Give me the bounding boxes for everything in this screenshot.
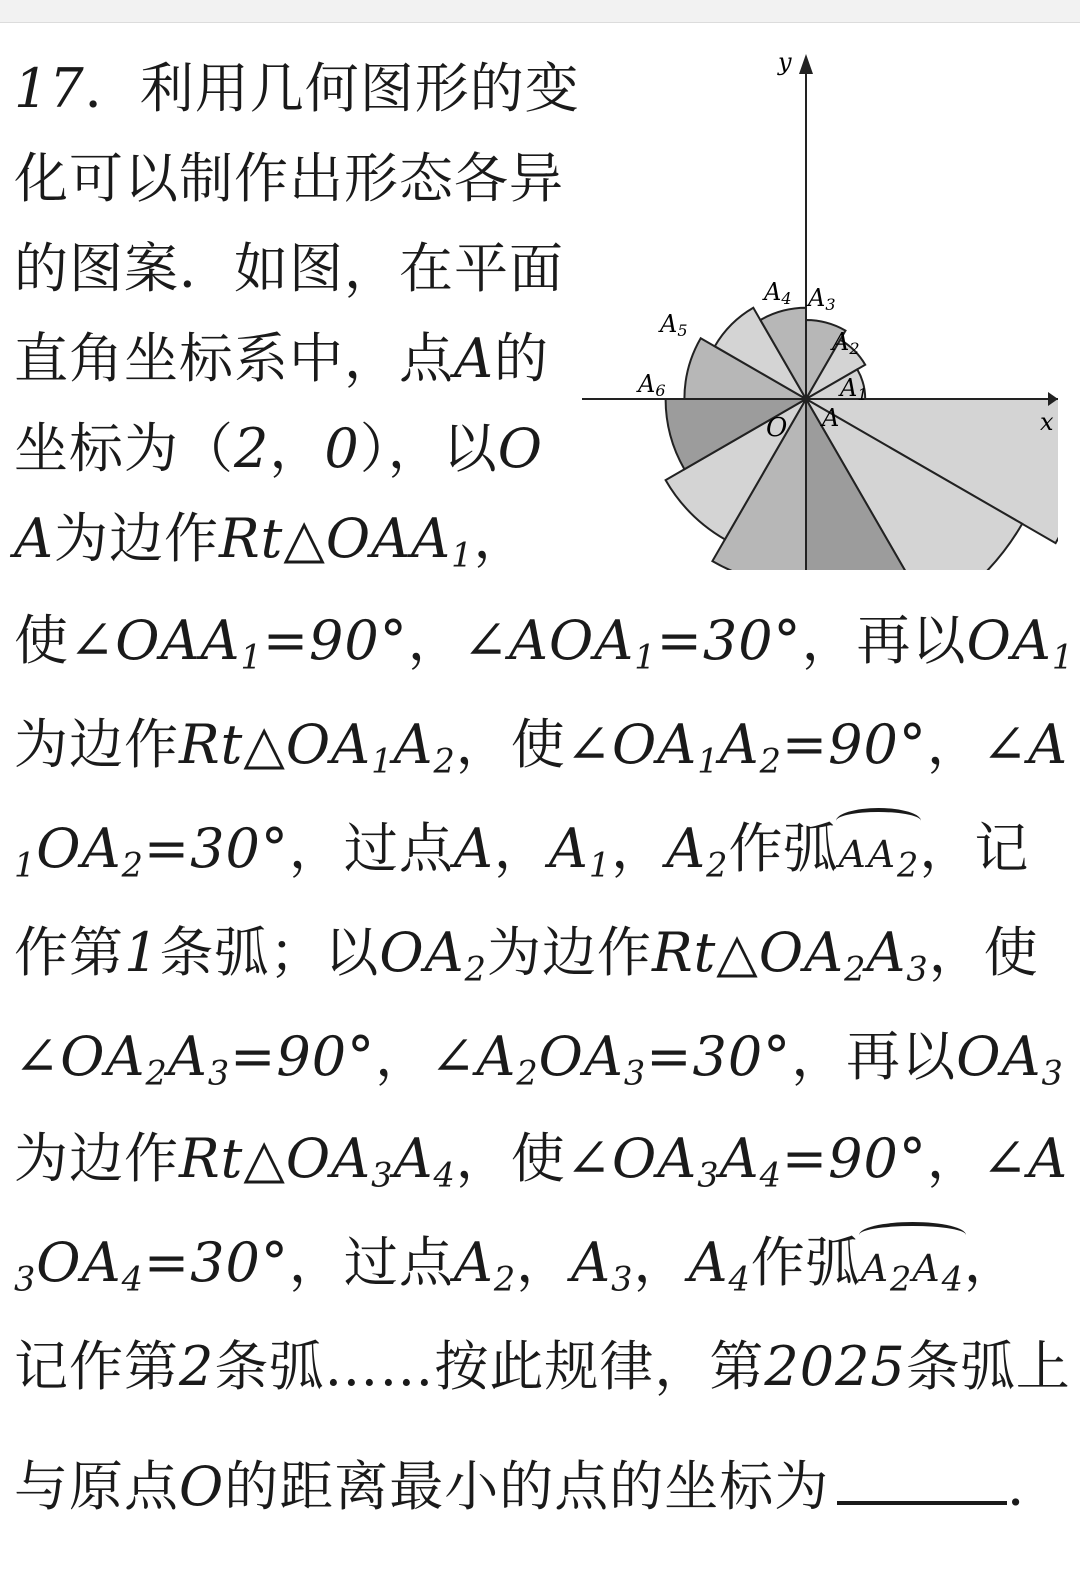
var: A: [688, 1231, 729, 1294]
var: A: [476, 1025, 517, 1088]
var: Rt△OA: [179, 1127, 372, 1190]
point-a6-label: A6: [638, 370, 666, 400]
txt: ，再以: [801, 609, 967, 672]
txt: ，记: [919, 817, 1030, 880]
problem-line-7: [14, 609, 1075, 677]
num: 2: [179, 1335, 215, 1398]
var: OA: [538, 1025, 624, 1088]
point-a4-label: A4: [764, 278, 792, 308]
arc-cap: [859, 1222, 966, 1248]
var: A: [453, 1231, 494, 1294]
triangle-1: Rt△OAA: [219, 507, 452, 570]
line-1-text: ．利用几何图形的变: [84, 57, 580, 120]
comma: ，: [473, 507, 529, 570]
x-axis-label: x: [1040, 408, 1054, 436]
line-4-tail: 的: [494, 327, 549, 390]
var: OA: [36, 817, 122, 880]
var: A: [866, 921, 907, 984]
val: =30°: [656, 609, 802, 672]
txt: 作弧: [750, 1231, 861, 1294]
arc-label: A: [860, 1246, 891, 1290]
problem-line-9: [14, 817, 1030, 885]
sub: 2: [493, 1259, 517, 1299]
sub: 3: [611, 1259, 634, 1299]
problem-line-2: [14, 147, 564, 210]
var: A: [393, 1127, 434, 1190]
var: A: [548, 817, 589, 880]
problem-line-4: [14, 327, 549, 390]
coord-x: 2: [234, 417, 270, 480]
sub: 1: [14, 845, 37, 885]
txt: 与原点: [14, 1455, 179, 1518]
problem-line-14: [14, 1335, 1071, 1398]
line-5-text: 坐标为（: [14, 417, 234, 480]
var: A: [1028, 713, 1069, 776]
txt: ，过点: [288, 817, 454, 880]
sub: 2: [706, 845, 729, 885]
txt: ，∠: [926, 713, 1029, 776]
sub: 1: [240, 637, 263, 677]
arc-label: AA: [838, 832, 898, 876]
problem-line-12: [14, 1127, 1069, 1195]
var: OA: [612, 1127, 698, 1190]
sub: 2: [464, 949, 487, 989]
line-4-var: A: [454, 327, 494, 390]
sub: 4: [121, 1259, 144, 1299]
comma: ，: [269, 417, 325, 480]
comma: ，: [516, 1231, 572, 1294]
var: A: [393, 713, 434, 776]
txt: ，使∠: [455, 1127, 612, 1190]
problem-line-11: [14, 1025, 1064, 1093]
problem-line-6: [14, 507, 529, 575]
sub: 3: [14, 1259, 37, 1299]
txt: ，再以: [791, 1025, 957, 1088]
sub: 3: [623, 1053, 647, 1093]
sub: 2: [890, 1259, 913, 1299]
txt: 条弧；以: [159, 921, 380, 984]
sub: 4: [759, 1155, 782, 1195]
val: =90°: [781, 1127, 927, 1190]
sub: 1: [588, 845, 612, 885]
sub: 4: [433, 1155, 456, 1195]
sub: 1: [1051, 637, 1075, 677]
var: Rt△OA: [651, 921, 845, 984]
val: =90°: [262, 609, 408, 672]
var: A: [453, 817, 494, 880]
txt: 的距离最小的点的坐标为: [224, 1455, 830, 1518]
sub: 3: [1041, 1053, 1064, 1093]
var: OA: [966, 609, 1052, 672]
var: A: [719, 713, 760, 776]
txt: ，∠: [926, 1127, 1029, 1190]
txt: 为边作: [486, 921, 652, 984]
comma: ，: [633, 1231, 689, 1294]
point-a5-label: A5: [660, 310, 688, 340]
problem-line-8: [14, 713, 1069, 781]
sub: 1: [451, 535, 474, 575]
txt: 条弧……按此规律，第: [214, 1335, 765, 1398]
problem-line-3: [14, 237, 564, 300]
sub: 3: [906, 949, 929, 989]
figure-wedges: [666, 308, 1058, 570]
var: A: [1028, 1127, 1069, 1190]
sub: 4: [728, 1259, 751, 1299]
var: O: [179, 1455, 225, 1518]
txt: ，∠: [375, 1025, 477, 1088]
txt: 作第: [14, 921, 124, 984]
sub: 2: [897, 845, 920, 885]
arc-aa2: [838, 822, 920, 885]
sub: 3: [697, 1155, 720, 1195]
sub: 2: [844, 949, 867, 989]
val: =90°: [230, 1025, 376, 1088]
point-a-label: A: [822, 404, 840, 432]
txt: 使∠: [14, 609, 116, 672]
txt: ，∠: [407, 609, 510, 672]
line-4-text: 直角坐标系中，点: [14, 327, 454, 390]
line-6-text: 为边作: [54, 507, 219, 570]
coord-y: 0: [324, 417, 360, 480]
var: OA: [379, 921, 465, 984]
var: OA: [60, 1025, 146, 1088]
sub: 3: [371, 1155, 394, 1195]
var: OA: [956, 1025, 1042, 1088]
num: 1: [124, 921, 160, 984]
num: 2025: [764, 1335, 906, 1398]
point-a3-label: A3: [808, 284, 836, 314]
comma: ，: [611, 817, 667, 880]
sub: 1: [371, 741, 394, 781]
txt: ，使∠: [455, 713, 612, 776]
var: A: [571, 1231, 612, 1294]
answer-blank[interactable]: [837, 1461, 1007, 1505]
txt: 条弧上: [905, 1335, 1071, 1398]
problem-line-1: [14, 57, 580, 120]
top-status-bar: [0, 0, 1080, 23]
problem-line-13: [14, 1231, 1019, 1299]
txt: ，: [963, 1231, 1019, 1294]
var: OAA: [115, 609, 241, 672]
txt: ，过点: [288, 1231, 454, 1294]
txt: 为边作: [14, 713, 179, 776]
sub: 1: [634, 637, 657, 677]
point-a2-label: A2: [832, 328, 860, 358]
point-a1-label: A1: [840, 374, 868, 404]
sub: 4: [941, 1259, 964, 1299]
val: =30°: [646, 1025, 792, 1088]
val: =90°: [781, 713, 927, 776]
arc-label: A: [912, 1246, 942, 1290]
problem-line-15: [14, 1455, 1063, 1518]
txt: 为边作: [14, 1127, 179, 1190]
sub: 2: [759, 741, 782, 781]
txt: ，使: [928, 921, 1039, 984]
var: A: [666, 817, 707, 880]
var: OA: [612, 713, 698, 776]
var: A: [167, 1025, 208, 1088]
line-5-var: O: [497, 417, 543, 480]
var: Rt△OA: [179, 713, 372, 776]
sub: 3: [207, 1053, 231, 1093]
sub: 1: [697, 741, 720, 781]
val: =30°: [143, 817, 289, 880]
y-axis-arrow: [799, 54, 813, 74]
var: AOA: [509, 609, 635, 672]
arc-cap: [836, 808, 921, 834]
spiral-figure: [578, 40, 1058, 570]
var: A: [719, 1127, 760, 1190]
txt: ．: [1007, 1455, 1063, 1518]
txt: 作弧: [728, 817, 839, 880]
sub: 2: [516, 1053, 539, 1093]
val: =30°: [143, 1231, 289, 1294]
line-2-text: 化可以制作出形态各异: [14, 147, 564, 210]
txt: 记作第: [14, 1335, 179, 1398]
line-3-text: 的图案．如图，在平面: [14, 237, 564, 300]
problem-line-10: [14, 921, 1039, 989]
arc-a2a4: [860, 1236, 964, 1299]
sub: 2: [121, 845, 144, 885]
var: OA: [36, 1231, 122, 1294]
sub: 2: [433, 741, 456, 781]
line-6-var: A: [14, 507, 54, 570]
origin-label: O: [766, 413, 788, 443]
problem-line-5: [14, 417, 543, 480]
txt: ∠: [14, 1025, 61, 1088]
problem-number: 17: [14, 57, 85, 120]
line-5-mid: ），以: [359, 417, 498, 480]
sub: 2: [145, 1053, 168, 1093]
y-axis-label: y: [778, 48, 792, 76]
comma: ，: [493, 817, 549, 880]
